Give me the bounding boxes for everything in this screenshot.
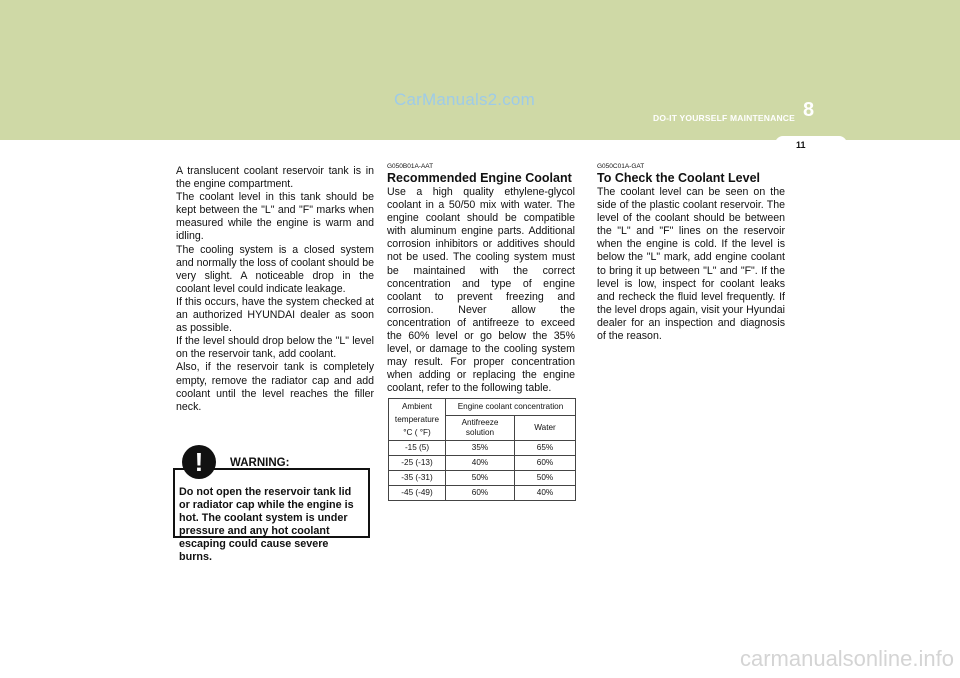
- water-cell: 60%: [515, 456, 576, 471]
- paragraph: A translucent coolant reservoir tank is in the engine compartment.: [176, 165, 374, 191]
- paragraph: The coolant level in this tank should be kept between the "L" and "F" marks when measured while the engine is warm and idling.: [176, 191, 374, 243]
- reservoir-intro-column: [176, 165, 374, 414]
- temp-cell: -15 (5): [389, 441, 446, 456]
- paragraph: If this occurs, have the system checked at an authorized HYUNDAI dealer as soon as possible.: [176, 295, 374, 335]
- section-code: G050B01A-AAT: [387, 163, 434, 170]
- antifreeze-header: Antifreeze solution: [446, 416, 515, 441]
- check-coolant-column: [597, 163, 785, 343]
- section-body: The coolant level can be seen on the side of the plastic coolant reservoir. The level of the coolant should be between the "L" and "F" lines on the reservoir when the engine is cold. If the level is below the "L" mark, add engine coolant to bring it up between "L" and "F". If the level is low, inspect for coolant leaks and recheck the fluid level frequently. If the level drops again, visit your Hyundai dealer for an inspection and diagnosis of the reason.: [597, 186, 785, 343]
- water-cell: 65%: [515, 441, 576, 456]
- water-cell: 40%: [515, 486, 576, 501]
- section-code: G050C01A-GAT: [597, 163, 645, 170]
- section-title: DO-IT YOURSELF MAINTENANCE: [653, 113, 795, 123]
- paragraph: Also, if the reservoir tank is completely empty, remove the radiator cap and add coolant until the level reaches the filler neck.: [176, 361, 374, 413]
- section-body: Use a high quality ethylene-glycol coolant in a 50/50 mix with water. The engine coolant should be compatible with aluminum engine parts. Additional corrosion inhibitors or additives should not be used. The cooling system must be maintained with the correct concentration and type of engine coolant to prevent freezing and corrosion. Never allow the concentration of antifreeze to exceed the 60% level or go below the 35% level, or damage to the cooling system may result. For proper concentration when adding or replacing the engine coolant, refer to the following table.: [387, 186, 575, 395]
- water-cell: 50%: [515, 471, 576, 486]
- concentration-header: Engine coolant concentration: [446, 399, 576, 416]
- header-band: [0, 0, 960, 140]
- warning-title: WARNING:: [230, 457, 290, 469]
- ambient-temp-header: Ambient temperature °C ( °F): [389, 399, 446, 441]
- temp-cell: -35 (-31): [389, 471, 446, 486]
- watermark-bottom[interactable]: carmanualsonline.info: [739, 646, 954, 671]
- page-number: 11: [796, 140, 806, 150]
- coolant-concentration-table: [388, 398, 576, 501]
- paragraph: If the level should drop below the "L" level on the reservoir tank, add coolant.: [176, 335, 374, 361]
- page-tab: [775, 136, 847, 152]
- temp-cell: -45 (-49): [389, 486, 446, 501]
- warning-text: Do not open the reservoir tank lid or radiator cap while the engine is hot. The coolant system is under pressure and any hot coolant escaping could cause severe burns.: [179, 486, 354, 563]
- water-header: Water: [515, 416, 576, 441]
- section-heading: To Check the Coolant Level: [597, 171, 760, 185]
- section-heading: Recommended Engine Coolant: [387, 171, 572, 185]
- warning-icon: !: [182, 445, 216, 479]
- temp-cell: -25 (-13): [389, 456, 446, 471]
- antifreeze-cell: 50%: [446, 471, 515, 486]
- paragraph: The cooling system is a closed system and normally the loss of coolant should be very slight. A noticeable drop in the coolant level could indicate leakage.: [176, 243, 374, 295]
- recommended-coolant-column: [387, 163, 575, 396]
- antifreeze-cell: 35%: [446, 441, 515, 456]
- antifreeze-cell: 40%: [446, 456, 515, 471]
- watermark-top[interactable]: CarManuals2.com: [394, 90, 535, 109]
- antifreeze-cell: 60%: [446, 486, 515, 501]
- section-number: 8: [803, 99, 815, 121]
